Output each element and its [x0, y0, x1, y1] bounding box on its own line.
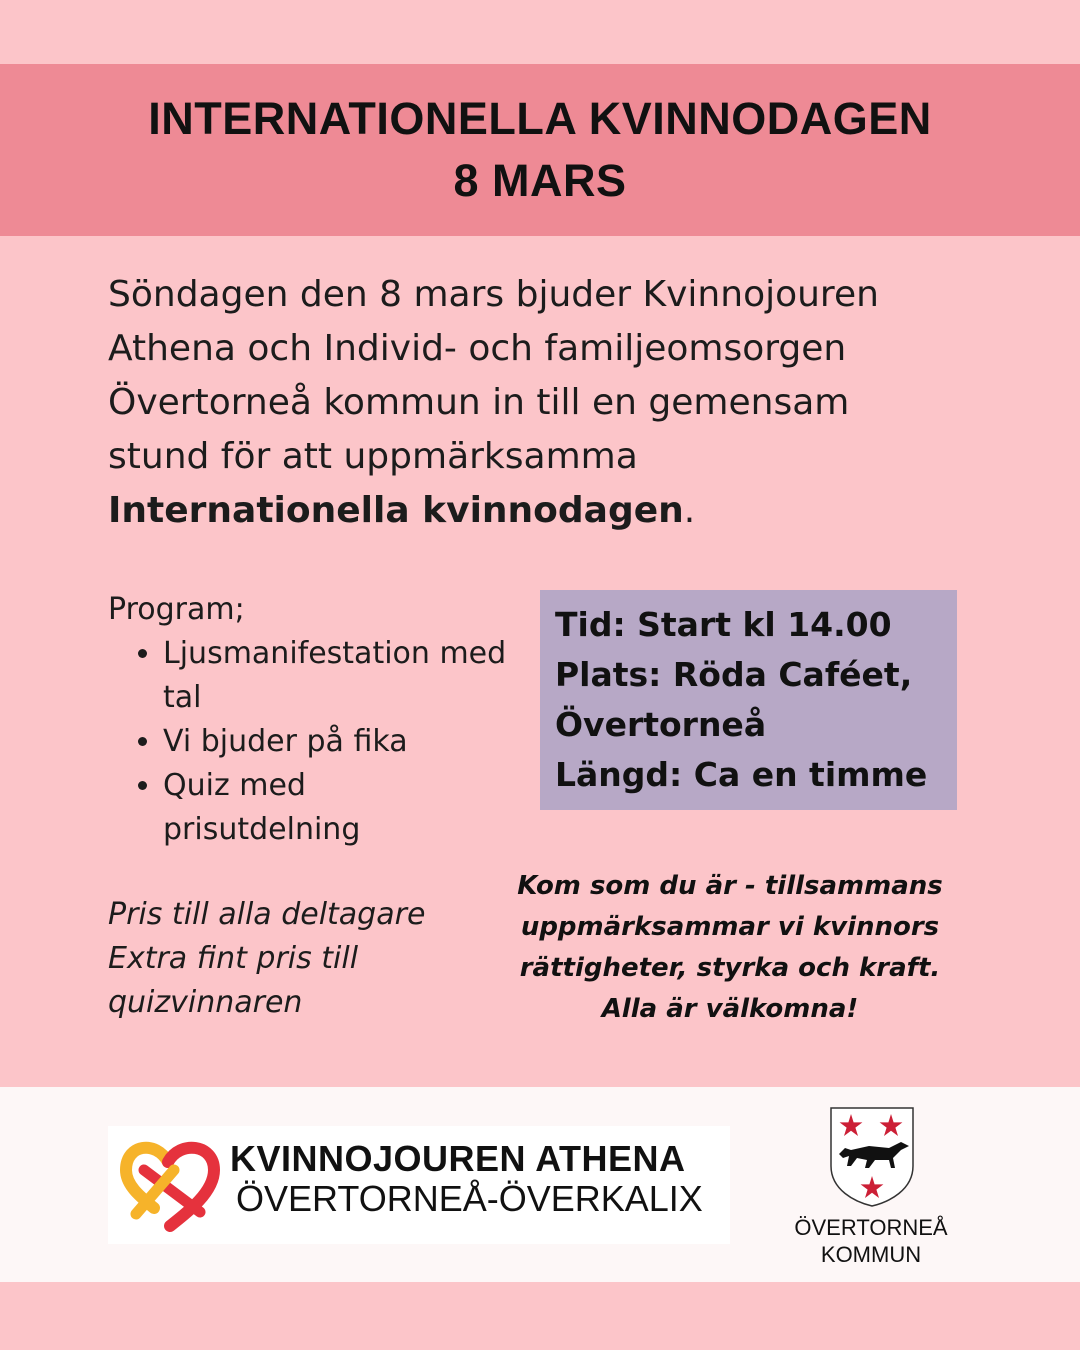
prizes-note [108, 893, 508, 1025]
program-heading: Program; [108, 592, 245, 627]
intro-line: Övertorneå kommun in till en gemensam [108, 382, 850, 423]
title-line-1: INTERNATIONELLA KVINNODAGEN [148, 93, 932, 144]
intro-bold-text: Internationella kvinnodagen [108, 490, 684, 531]
slogan-line: rättigheter, styrka och kraft. [519, 953, 941, 983]
title-line-2: 8 MARS [453, 155, 627, 206]
program-item: • Quiz med prisutdelning [163, 764, 508, 852]
municipality-line-1: ÖVERTORNEÅ [794, 1215, 948, 1240]
time-info: Tid: Start kl 14.00 [555, 605, 892, 644]
place-info: Plats: Röda Caféet, [555, 655, 913, 694]
intro-end-punct: . [683, 490, 696, 531]
program-item: • Vi bjuder på fika [163, 720, 508, 764]
intro-line: Athena och Individ- och familjeomsorgen [108, 328, 847, 369]
prize-line-2: Extra fint pris till quizvinnaren [108, 941, 359, 1020]
coat-of-arms-icon [829, 1106, 915, 1208]
program-section [108, 588, 508, 852]
welcome-slogan [496, 866, 964, 1030]
place-info-town: Övertorneå [555, 705, 767, 744]
duration-info: Längd: Ca en timme [555, 755, 928, 794]
athena-region: ÖVERTORNEÅ-ÖVERKALIX [236, 1178, 703, 1219]
intro-line: Söndagen den 8 mars bjuder Kvinnojouren [108, 274, 879, 315]
title-banner [0, 64, 1080, 236]
event-info-box [540, 590, 957, 810]
athena-name: KVINNOJOUREN ATHENA [230, 1138, 686, 1179]
slogan-line: Alla är välkomna! [601, 994, 859, 1024]
intro-line: stund för att uppmärksamma [108, 436, 638, 477]
slogan-line: uppmärksammar vi kvinnors [520, 912, 940, 942]
municipality-line-2: KOMMUN [820, 1242, 922, 1267]
athena-logo [108, 1126, 730, 1244]
program-list [108, 632, 508, 852]
intro-paragraph [108, 268, 988, 538]
municipality-name [781, 1214, 961, 1268]
prize-line-1: Pris till alla deltagare [108, 897, 426, 932]
heart-logo-icon [118, 1134, 223, 1234]
program-item: • Ljusmanifestation med tal [163, 632, 508, 720]
slogan-line: Kom som du är - tillsammans [517, 871, 943, 901]
